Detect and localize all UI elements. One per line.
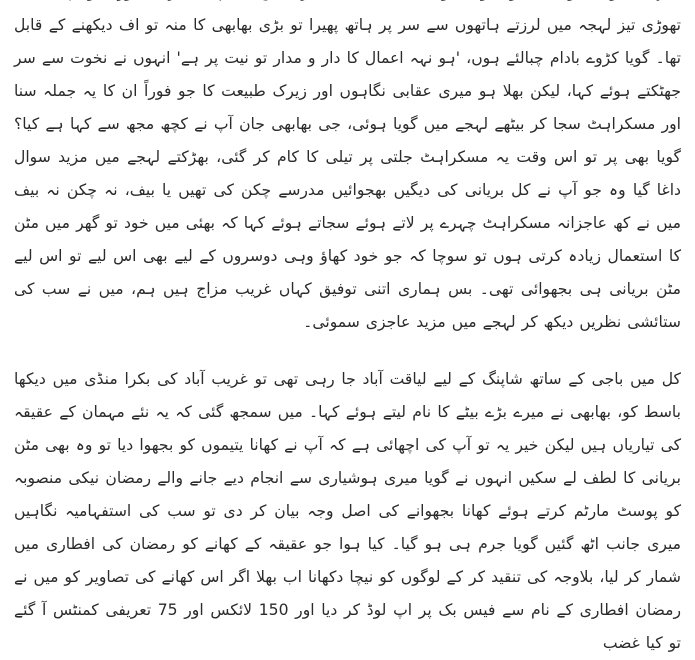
article-body — [14, 0, 681, 660]
paragraph-2: کل میں باجی کے ساتھ شاپنگ کے لیے لیاقت آباد جا رہی تھی تو غریب آباد کی بکرا منڈی میں دیکھا باسط کو، بھابھی نے میرے بڑے بیٹے کا نام لیتے ہوئے کہا۔ میں سمجھ گئی کہ یہ نئے مہمان کے عقیقہ کی تیاریاں ہیں لیکن خیر یہ تو آپ کی اچھائی ہے کہ آپ نے کھانا یتیموں کو بجھوا دیا تو وہ بھی مٹن بریانی کا لطف لے سکیں انہوں نے گویا میری ہوشیاری سے انجام دیے جانے والے رمضان نیکی منصوبہ کو پوسٹ مارٹم کرتے ہوئے کھانا بجھوانے کی اصل وجہ بیان کر دی تو سب کی استفہامیہ نگاہیں میری جانب اٹھ گئیں گویا جرم ہی ہو گیا۔ کیا ہوا جو عقیقہ کے کھانے کو رمضان کی افطاری میں شمار کر لیا، بلاوجہ کی تنقید کر کے لوگوں کو نیچا دکھانا اب بھلا اگر اس کھانے کی تصاویر کو میں نے رمضان افطاری کے نام سے فیس بک پر اپ لوڈ کر دیا اور 150 لائکس اور 75 تعریفی کمنٹس آ گئے تو کیا غضب — [14, 370, 681, 652]
paragraph-1: تھوڑی تیز لہجہ میں لرزتے ہاتھوں سے سر پر ہاتھ پھیرا تو بڑی بھابھی کا منہ تو اف دیکھنے کے قابل تھا۔ گویا کڑوے بادام چبالئے ہوں، 'ہو نہہ اعمال کا دار و مدار تو نیت پر ہے' انہوں نے نخوت سے سر جھٹکتے ہوئے کہا، لیکن بھلا ہو میری عقابی نگاہوں اور زیرک طبیعت کا جو فوراً ان کا یہ جملہ سنا اور مسکراہٹ سجا کر بیٹھے لہجے میں گویا ہوئی، جی بھابھی جان آپ نے کچھ مجھ سے کہا ہے کیا؟ گویا بھی پر تو اس وقت یہ مسکراہٹ جلتی پر تیلی کا کام کر گئی، بھڑکتے لہجے میں مزید سوال داغا گیا وہ جو آپ نے کل بریانی کی دیگیں بھجوائیں مدرسے چکن کی تھیں یا بیف، نہ چکن نہ بیف میں نے کھ عاجزانہ مسکراہٹ چہرے پر لاتے ہوئے سجاتے ہوئے کہا کہ بھئی میں خود تو گھر میں مٹن کا استعمال زیادہ کرتی ہوں تو سوچا کہ جو خود کھاؤ وہی دوسروں کے لیے بھی اس لیے تو اس لیے مٹن بریانی ہی بجھوائی تھی۔ بس ہماری اتنی توفیق کہاں غریب مزاج ہیں ہم، میں نے سب کی ستائشی نظریں دیکھ کر لہجے میں مزید عاجزی سموئی۔ — [14, 16, 681, 331]
